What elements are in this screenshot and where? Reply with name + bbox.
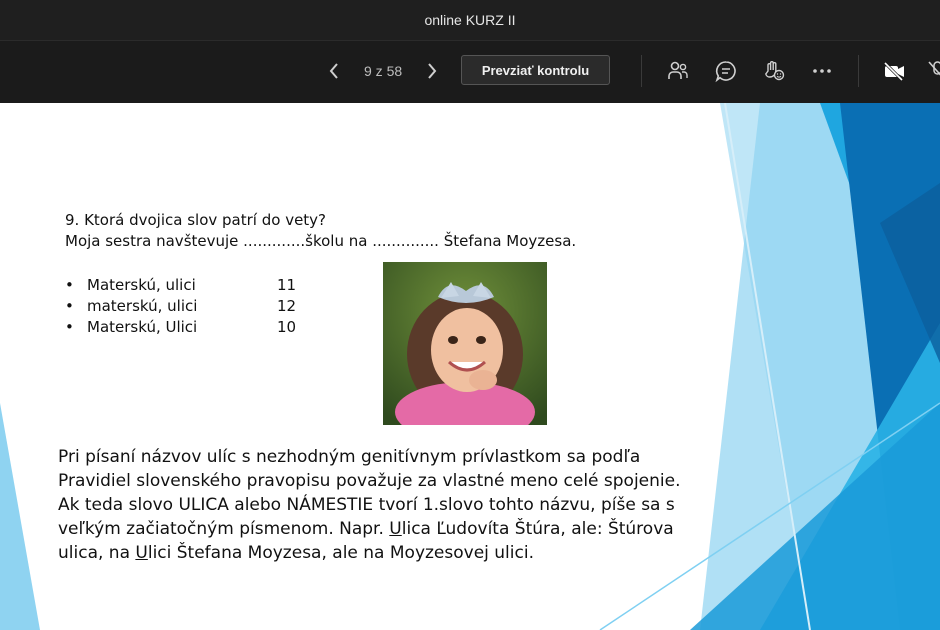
mic-off-icon[interactable]: [926, 58, 940, 84]
option-count: 12: [277, 297, 297, 315]
option-count: 11: [277, 276, 297, 294]
paragraph-line: Pri písaní názvov ulíc s nezhodným genitívnym prívlastkom sa podľa: [58, 447, 641, 467]
bullet: •: [65, 318, 74, 336]
option-count: 10: [277, 318, 297, 336]
explanation-paragraph: [58, 445, 718, 565]
camera-off-icon[interactable]: [881, 58, 909, 84]
chevron-left-icon[interactable]: [322, 59, 346, 83]
underlined-letter: U: [135, 543, 148, 563]
chat-icon[interactable]: [713, 58, 739, 84]
slide-pager: 9 z 58: [364, 63, 403, 79]
meeting-toolbar: [0, 40, 940, 103]
answer-option: [65, 296, 296, 317]
window-title-bar: [0, 0, 940, 40]
text-segment: lici Štefana Moyzesa, ale na Moyzesovej ulici.: [147, 543, 534, 563]
question-sentence: Moja sestra navštevuje .............školu na .............. Štefana Moyzesa.: [65, 232, 577, 250]
text-segment: lica Ľudovíta Štúra, ale: Štúrova: [401, 519, 674, 539]
underlined-letter: U: [389, 519, 402, 539]
paragraph-line: [58, 541, 718, 565]
question-block: [65, 210, 576, 252]
paragraph-line: Ak teda slovo ULICA alebo NÁMESTIE tvorí 1.slovo tohto názvu, píše sa s: [58, 495, 675, 515]
answer-option: [65, 275, 296, 296]
more-icon[interactable]: [809, 58, 835, 84]
raise-hand-icon[interactable]: [761, 58, 787, 84]
child-photo: [383, 262, 547, 425]
take-control-button[interactable]: Prevziať kontrolu: [461, 55, 610, 85]
toolbar-divider: [858, 55, 859, 87]
bullet: •: [65, 276, 74, 294]
chevron-right-icon[interactable]: [420, 59, 444, 83]
presentation-slide: [0, 103, 940, 630]
toolbar-divider: [641, 55, 642, 87]
bullet: •: [65, 297, 74, 315]
answer-options: [65, 275, 296, 338]
option-text: Materskú, Ulici: [87, 318, 198, 336]
option-text: Materskú, ulici: [87, 276, 196, 294]
text-segment: veľkým začiatočným písmenom. Napr.: [58, 519, 390, 539]
people-icon[interactable]: [665, 58, 691, 84]
option-text: materskú, ulici: [87, 297, 198, 315]
question-title: 9. Ktorá dvojica slov patrí do vety?: [65, 211, 327, 229]
paragraph-line: Pravidiel slovenského pravopisu považuje za vlastné meno celé spojenie.: [58, 471, 681, 491]
answer-option: [65, 317, 296, 338]
window-title: online KURZ II: [424, 12, 516, 28]
paragraph-line: [58, 517, 718, 541]
text-segment: ulica, na: [58, 543, 136, 563]
